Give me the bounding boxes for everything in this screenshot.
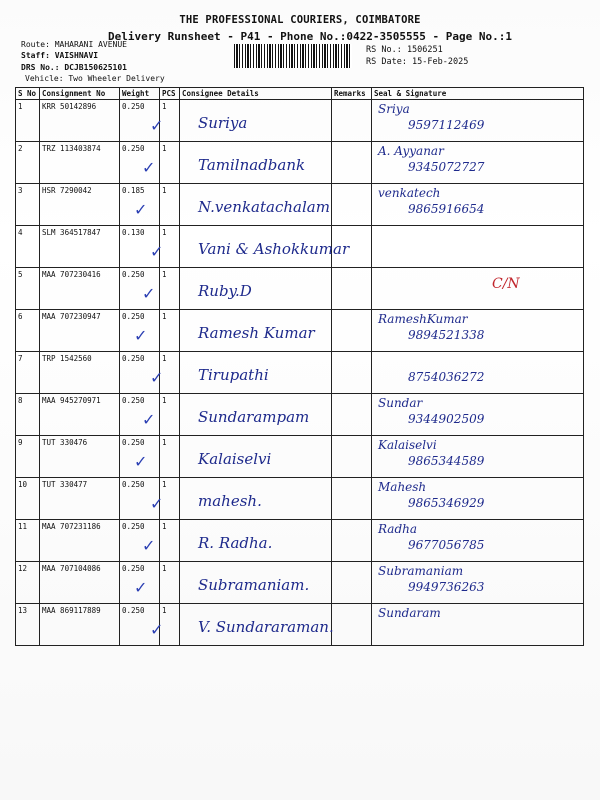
consignee-handwriting: N.venkatachalam (198, 198, 330, 216)
row-consignee (150, 352, 332, 394)
company-title: THE PROFESSIONAL COURIERS, COIMBATORE (179, 14, 421, 26)
row-pcs: 1 (160, 436, 180, 478)
consignee-handwriting: Tirupathi (198, 366, 269, 384)
row-signature (372, 604, 584, 646)
row-weight: 0.250 (120, 142, 160, 184)
row-weight: 0.250 (120, 394, 160, 436)
row-consignee (134, 184, 332, 226)
signature-phone: 9865346929 (408, 496, 485, 510)
signature-text: Sundaram (378, 606, 441, 620)
row-pcs: 1 (160, 184, 180, 226)
row-sno: 4 (16, 226, 40, 268)
rs-info (366, 44, 468, 68)
table-row (16, 226, 584, 268)
route-value: MAHARANI AVENUE (54, 40, 127, 49)
col-consignment: Consignment No (40, 88, 120, 100)
table-row (16, 394, 584, 436)
row-weight: 0.250 (120, 352, 160, 394)
row-weight: 0.250 (120, 562, 160, 604)
row-consignment-no: TRP 1542560 (40, 352, 120, 394)
table-row (16, 604, 584, 646)
row-signature (372, 310, 584, 352)
table-row (16, 184, 584, 226)
row-consignee (134, 310, 332, 352)
row-weight: 0.250 (120, 436, 160, 478)
signature-phone: 9345072727 (408, 160, 485, 174)
row-weight: 0.250 (120, 268, 160, 310)
signature-phone: 9344902509 (408, 412, 485, 426)
staff-value: VAISHNAVI (54, 51, 99, 60)
row-consignee (150, 226, 350, 268)
row-consignee (134, 436, 332, 478)
checkmark-icon: ✓ (150, 494, 164, 513)
staff-label: Staff: (21, 51, 50, 60)
checkmark-icon: ✓ (150, 620, 164, 639)
row-consignee (150, 478, 332, 520)
col-pcs: PCS (160, 88, 180, 100)
row-pcs: 1 (160, 310, 180, 352)
checkmark-icon: ✓ (142, 536, 156, 555)
table-row (16, 520, 584, 562)
table-row (16, 268, 584, 310)
row-sno: 9 (16, 436, 40, 478)
rs-date: RS Date: 15-Feb-2025 (366, 57, 469, 67)
signature-phone: 9865916654 (408, 202, 485, 216)
row-pcs: 1 (160, 226, 180, 268)
signature-phone: 9597112469 (408, 118, 485, 132)
signature-phone: 9949736263 (408, 580, 485, 594)
consignee-handwriting: Kalaiselvi (198, 450, 272, 468)
row-signature (372, 520, 584, 562)
row-weight: 0.250 (120, 310, 160, 352)
row-pcs: 1 (160, 604, 180, 646)
col-remarks: Remarks (332, 88, 372, 100)
row-sno: 8 (16, 394, 40, 436)
col-consignee: Consignee Details (180, 88, 332, 100)
table-row (16, 478, 584, 520)
consignee-handwriting: mahesh. (198, 492, 262, 510)
route-line (21, 40, 127, 49)
signature-text: Sundar (378, 396, 423, 410)
checkmark-icon: ✓ (150, 242, 164, 261)
table-row (16, 142, 584, 184)
row-consignment-no: MAA 707230947 (40, 310, 120, 352)
row-remarks (332, 142, 372, 184)
row-remarks (332, 184, 372, 226)
row-weight: 0.130 (120, 226, 160, 268)
row-signature (372, 184, 584, 226)
row-sno: 11 (16, 520, 40, 562)
row-remarks (332, 268, 372, 310)
row-remarks (332, 394, 372, 436)
drs-value: DCJB150625101 (64, 63, 127, 72)
row-remarks (332, 100, 372, 142)
rs-number: RS No.: 1506251 (366, 45, 443, 55)
route-label: Route: (21, 40, 50, 49)
signature-text: Mahesh (378, 480, 427, 494)
consignee-handwriting: Tamilnadbank (198, 156, 306, 174)
row-consignment-no: HSR 7290042 (40, 184, 120, 226)
row-consignee (134, 562, 332, 604)
consignee-handwriting: V. Sundararaman. (198, 618, 334, 636)
row-signature (372, 562, 584, 604)
row-pcs: 1 (160, 100, 180, 142)
row-pcs: 1 (160, 394, 180, 436)
row-sno: 5 (16, 268, 40, 310)
row-sno: 10 (16, 478, 40, 520)
col-seal: Seal & Signature (372, 88, 584, 100)
signature-text: venkatech (378, 186, 441, 200)
consignee-handwriting: R. Radha. (198, 534, 273, 552)
staff-line (21, 51, 98, 60)
table-row (16, 562, 584, 604)
row-remarks (332, 478, 372, 520)
table-header (16, 88, 584, 100)
row-sno: 7 (16, 352, 40, 394)
row-consignment-no: SLM 364517847 (40, 226, 120, 268)
row-weight: 0.250 (120, 520, 160, 562)
checkmark-icon: ✓ (134, 200, 148, 219)
row-remarks (332, 562, 372, 604)
runsheet-title: Delivery Runsheet - P41 - Phone No.:0422-3505555 - Page No.:1 (108, 30, 512, 43)
row-signature (372, 142, 584, 184)
drs-line (21, 63, 127, 72)
row-consignee (142, 394, 332, 436)
row-signature (372, 352, 584, 394)
checkmark-icon: ✓ (142, 410, 156, 429)
row-consignee (150, 100, 332, 142)
col-weight: Weight (120, 88, 160, 100)
row-remarks (332, 310, 372, 352)
row-pcs: 1 (160, 142, 180, 184)
row-consignment-no: TUT 330477 (40, 478, 120, 520)
row-sno: 1 (16, 100, 40, 142)
row-signature (372, 268, 584, 310)
row-signature (372, 100, 584, 142)
row-signature (372, 436, 584, 478)
row-remarks (332, 352, 372, 394)
row-sno: 6 (16, 310, 40, 352)
row-consignee (142, 142, 332, 184)
row-consignment-no: MAA 707230416 (40, 268, 120, 310)
row-consignment-no: MAA 707104086 (40, 562, 120, 604)
row-signature (372, 394, 584, 436)
row-consignee (150, 604, 334, 646)
remark-handwriting: C/N (492, 276, 520, 292)
checkmark-icon: ✓ (150, 116, 164, 135)
signature-text: Kalaiselvi (378, 438, 437, 452)
table-row (16, 100, 584, 142)
barcode (234, 44, 352, 68)
col-sno: S No (16, 88, 40, 100)
row-sno: 12 (16, 562, 40, 604)
consignee-handwriting: Ramesh Kumar (198, 324, 315, 342)
row-weight: 0.250 (120, 478, 160, 520)
table-row (16, 436, 584, 478)
row-sno: 2 (16, 142, 40, 184)
checkmark-icon: ✓ (134, 578, 148, 597)
row-remarks (332, 436, 372, 478)
row-consignment-no: TRZ 113403874 (40, 142, 120, 184)
row-consignee (142, 520, 332, 562)
row-pcs: 1 (160, 562, 180, 604)
runsheet-table (15, 87, 584, 646)
row-consignment-no: MAA 869117889 (40, 604, 120, 646)
signature-phone: 8754036272 (408, 370, 485, 384)
row-consignment-no: TUT 330476 (40, 436, 120, 478)
row-sno: 13 (16, 604, 40, 646)
row-sno: 3 (16, 184, 40, 226)
checkmark-icon: ✓ (142, 284, 156, 303)
checkmark-icon: ✓ (142, 158, 156, 177)
row-pcs: 1 (160, 478, 180, 520)
checkmark-icon: ✓ (150, 368, 164, 387)
row-weight: 0.250 (120, 100, 160, 142)
table-row (16, 310, 584, 352)
consignee-handwriting: Sundarampam (198, 408, 310, 426)
row-weight: 0.250 (120, 604, 160, 646)
row-consignment-no: MAA 945270971 (40, 394, 120, 436)
drs-label: DRS No.: (21, 63, 60, 72)
signature-phone: 9894521338 (408, 328, 485, 342)
table-row (16, 352, 584, 394)
row-consignment-no: MAA 707231186 (40, 520, 120, 562)
row-signature (372, 226, 584, 268)
checkmark-icon: ✓ (134, 326, 148, 345)
signature-phone: 9677056785 (408, 538, 485, 552)
signature-text: Subramaniam (378, 564, 464, 578)
consignee-handwriting: Suriya (198, 114, 248, 132)
signature-text: Radha (378, 522, 418, 536)
checkmark-icon: ✓ (134, 452, 148, 471)
row-remarks (332, 604, 372, 646)
signature-text: RameshKumar (378, 312, 468, 326)
vehicle-line: Vehicle: Two Wheeler Delivery (25, 74, 165, 83)
row-pcs: 1 (160, 268, 180, 310)
row-signature (372, 478, 584, 520)
row-remarks (332, 520, 372, 562)
consignee-handwriting: Vani & Ashokkumar (198, 240, 350, 258)
row-pcs: 1 (160, 352, 180, 394)
signature-text: Sriya (378, 102, 410, 116)
consignee-handwriting: Subramaniam. (198, 576, 310, 594)
row-weight: 0.185 (120, 184, 160, 226)
signature-text: A. Ayyanar (378, 144, 444, 158)
row-consignee (142, 268, 332, 310)
consignee-handwriting: Ruby.D (198, 282, 252, 300)
row-consignment-no: KRR 50142896 (40, 100, 120, 142)
signature-phone: 9865344589 (408, 454, 485, 468)
row-pcs: 1 (160, 520, 180, 562)
